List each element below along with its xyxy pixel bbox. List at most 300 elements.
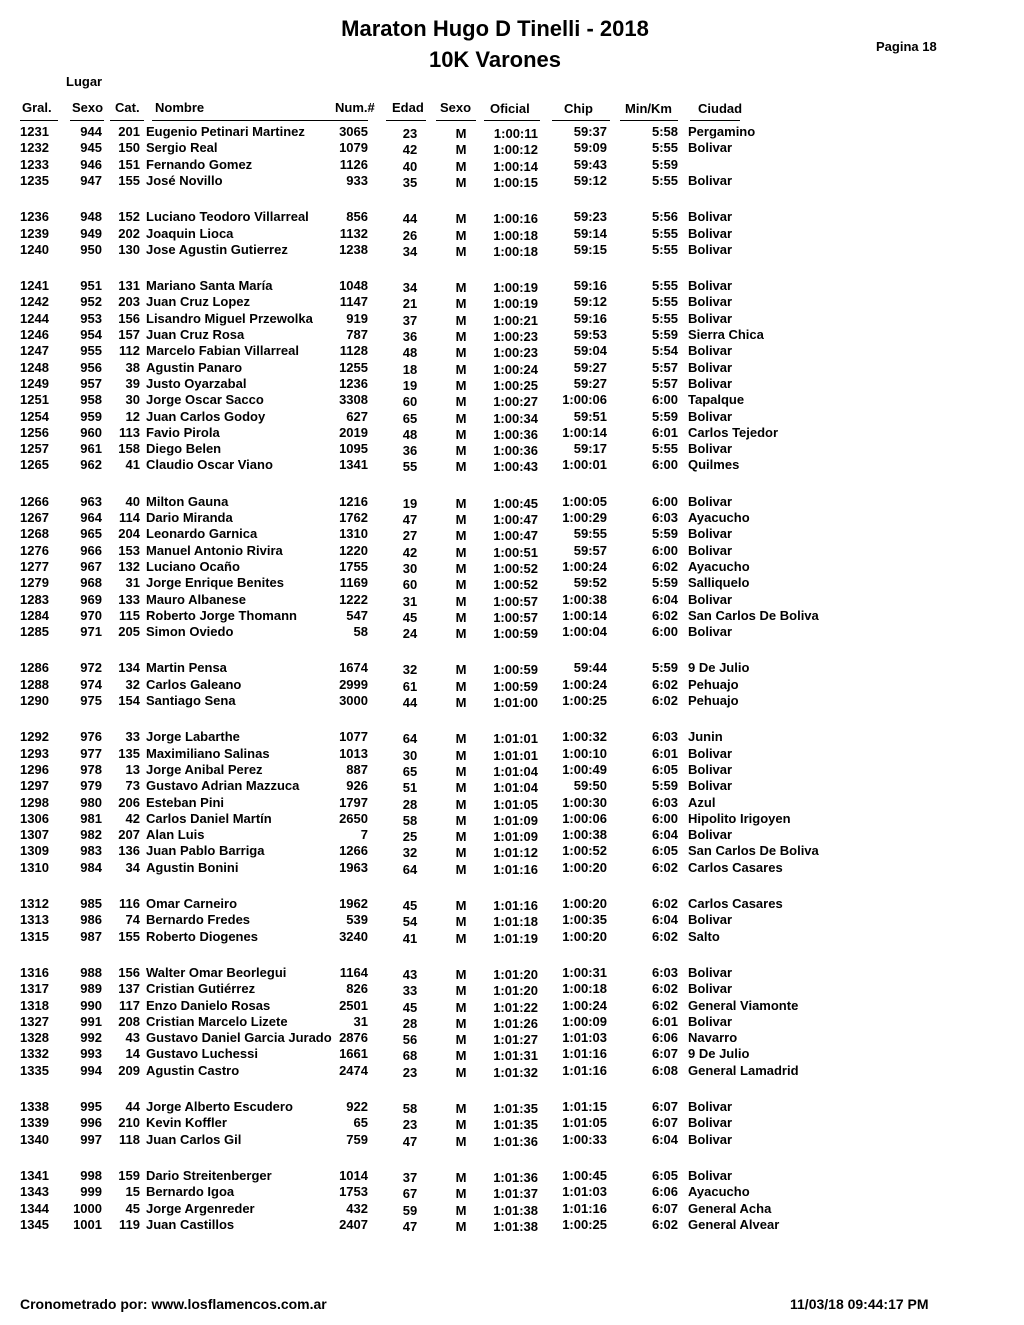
table-row (0, 575, 1024, 591)
official-time-cell: 1:00:18 (493, 227, 538, 243)
pace-cell: 6:00 (651, 624, 678, 640)
cat-cell: 119 (119, 1216, 140, 1232)
pace-cell: 5:55 (651, 278, 678, 294)
age-cell: 23 (402, 126, 418, 141)
sexo-place-cell: 976 (80, 729, 102, 745)
chip-time-cell: 59:15 (573, 241, 607, 257)
gral-cell: 1256 (20, 424, 49, 440)
name-cell: Luciano Ocaño (146, 558, 240, 574)
city-cell: Bolivar (688, 209, 733, 225)
sexo-place-cell: 965 (80, 526, 102, 542)
table-row (0, 1184, 1024, 1200)
chip-time-cell: 1:00:49 (562, 761, 607, 777)
name-cell: Manuel Antonio Rivira (146, 542, 283, 558)
cat-cell: 130 (118, 241, 140, 257)
sexo-place-cell: 970 (80, 607, 102, 623)
age-cell: 55 (402, 459, 418, 475)
bib-cell: 432 (346, 1200, 368, 1216)
name-cell: Luciano Teodoro Villarreal (146, 209, 309, 225)
cat-cell: 115 (119, 607, 140, 623)
age-cell: 25 (402, 829, 418, 845)
age-cell: 44 (402, 211, 418, 227)
gender-cell: M (455, 459, 467, 475)
age-cell: 36 (402, 329, 418, 344)
official-time-cell: 1:00:57 (493, 609, 538, 625)
name-cell: Leonardo Garnica (146, 526, 258, 542)
pace-cell: 6:04 (651, 827, 678, 843)
table-row (0, 294, 1024, 310)
age-cell: 41 (402, 930, 418, 946)
cat-cell: 135 (118, 745, 140, 761)
gral-cell: 1339 (20, 1115, 49, 1131)
gender-cell: M (455, 377, 467, 393)
cat-cell: 112 (119, 343, 140, 359)
gral-cell: 1296 (20, 761, 49, 777)
pace-cell: 6:01 (651, 745, 678, 761)
table-row (0, 157, 1024, 173)
pace-cell: 5:54 (651, 343, 678, 359)
age-cell: 59 (402, 1202, 418, 1218)
name-cell: Roberto Jorge Thomann (146, 607, 297, 623)
gender-cell: M (455, 1202, 467, 1218)
bib-cell: 1266 (339, 843, 368, 859)
gral-cell: 1231 (20, 124, 49, 139)
cat-cell: 152 (118, 209, 140, 225)
city-cell: Bolivar (688, 912, 733, 928)
bib-cell: 2019 (339, 424, 368, 440)
table-row (0, 896, 1024, 912)
pace-cell: 6:02 (651, 558, 678, 574)
city-cell: Carlos Casares (688, 859, 783, 875)
header-underline (20, 120, 58, 121)
age-cell: 40 (402, 158, 418, 174)
name-cell: Agustin Castro (146, 1062, 240, 1078)
bib-cell: 1222 (339, 591, 368, 607)
official-time-cell: 1:01:38 (493, 1202, 538, 1218)
sexo-place-cell: 953 (80, 310, 102, 326)
name-cell: Cristian Marcelo Lizete (146, 1013, 288, 1029)
sexo-place-cell: 1000 (73, 1200, 102, 1216)
gender-cell: M (455, 560, 467, 576)
gral-cell: 1265 (20, 457, 49, 473)
cat-cell: 116 (119, 896, 140, 911)
city-cell: Bolivar (688, 225, 733, 241)
bib-cell: 3308 (339, 392, 368, 408)
column-header-cat: Cat. (115, 100, 140, 115)
bib-cell: 787 (346, 327, 368, 342)
pace-cell: 5:59 (651, 156, 678, 172)
official-time-cell: 1:01:35 (493, 1117, 538, 1133)
age-cell: 67 (402, 1186, 418, 1202)
sexo-place-cell: 992 (80, 1030, 102, 1046)
official-time-cell: 1:01:20 (493, 983, 538, 999)
city-cell: Azul (688, 794, 716, 810)
table-row (0, 360, 1024, 376)
city-cell: Bolivar (688, 408, 733, 424)
cat-cell: 34 (125, 859, 140, 875)
pace-cell: 6:00 (651, 493, 678, 509)
official-time-cell: 1:00:18 (493, 243, 538, 259)
city-cell: Bolivar (688, 591, 733, 607)
gral-cell: 1251 (20, 392, 49, 408)
gender-cell: M (455, 394, 467, 410)
city-cell: Tapalque (688, 392, 745, 408)
sexo-place-cell: 983 (80, 843, 102, 859)
bib-cell: 759 (346, 1131, 368, 1147)
pace-cell: 6:08 (651, 1062, 678, 1078)
sexo-place-cell: 951 (80, 278, 102, 294)
cat-cell: 42 (125, 810, 140, 826)
bib-cell: 2999 (339, 676, 368, 692)
gral-cell: 1312 (20, 896, 49, 911)
name-cell: José Novillo (146, 172, 223, 188)
official-time-cell: 1:00:11 (493, 126, 538, 141)
bib-cell: 1132 (339, 225, 368, 241)
pace-cell: 6:02 (651, 997, 678, 1013)
table-row (0, 494, 1024, 510)
gender-cell: M (455, 126, 467, 141)
bib-cell: 922 (346, 1099, 368, 1114)
header-underline (484, 120, 540, 121)
gral-cell: 1279 (20, 575, 49, 591)
official-time-cell: 1:01:00 (493, 695, 538, 710)
gral-cell: 1298 (20, 794, 49, 810)
city-cell: Bolivar (688, 441, 733, 457)
age-cell: 32 (402, 662, 418, 678)
chip-time-cell: 59:50 (573, 778, 607, 794)
gral-cell: 1290 (20, 693, 49, 708)
gral-cell: 1306 (20, 810, 49, 826)
age-cell: 34 (402, 280, 418, 296)
official-time-cell: 1:00:52 (493, 577, 538, 593)
lugar-label: Lugar (66, 74, 103, 89)
bib-cell: 1661 (339, 1046, 368, 1062)
pace-cell: 6:02 (651, 693, 678, 708)
name-cell: Carlos Galeano (146, 676, 242, 692)
name-cell: Santiago Sena (146, 693, 236, 708)
sexo-place-cell: 945 (80, 140, 102, 156)
name-cell: Bernardo Igoa (146, 1184, 235, 1200)
table-row (0, 1132, 1024, 1148)
name-cell: Omar Carneiro (146, 896, 238, 911)
city-cell: Salliquelo (688, 575, 750, 591)
chip-time-cell: 1:00:29 (562, 510, 607, 525)
name-cell: Juan Pablo Barriga (146, 843, 265, 859)
age-cell: 51 (402, 780, 418, 796)
chip-time-cell: 1:00:14 (562, 607, 607, 623)
gender-cell: M (455, 1186, 467, 1202)
sexo-place-cell: 957 (80, 375, 102, 391)
name-cell: Mariano Santa María (146, 278, 273, 294)
cat-cell: 157 (118, 327, 140, 342)
name-cell: Milton Gauna (146, 493, 229, 509)
page-title: Maraton Hugo D Tinelli - 2018 (341, 16, 649, 41)
cat-cell: 204 (118, 526, 140, 542)
pace-cell: 6:02 (651, 859, 678, 875)
city-cell: General Lamadrid (688, 1062, 799, 1078)
official-time-cell: 1:00:36 (493, 426, 538, 442)
bib-cell: 547 (346, 607, 368, 623)
official-time-cell: 1:00:14 (493, 158, 538, 174)
city-cell: Bolivar (688, 624, 733, 640)
bib-cell: 933 (346, 172, 368, 188)
gral-cell: 1345 (20, 1216, 49, 1232)
gral-cell: 1338 (20, 1099, 49, 1114)
table-row (0, 441, 1024, 457)
pace-cell: 5:59 (651, 778, 678, 794)
bib-cell: 1762 (339, 510, 368, 525)
name-cell: Bernardo Fredes (146, 912, 251, 928)
gral-cell: 1343 (20, 1184, 49, 1200)
pace-cell: 6:05 (651, 761, 678, 777)
city-cell: San Carlos De Boliva (688, 843, 819, 859)
gender-cell: M (455, 528, 467, 544)
pace-cell: 5:59 (651, 660, 678, 676)
gral-cell: 1266 (20, 493, 49, 509)
age-cell: 33 (402, 983, 418, 999)
sexo-place-cell: 996 (80, 1115, 102, 1131)
gender-cell: M (455, 731, 467, 747)
bib-cell: 1014 (339, 1167, 368, 1183)
official-time-cell: 1:01:22 (493, 999, 538, 1015)
bib-cell: 2474 (339, 1062, 368, 1078)
pace-cell: 6:00 (651, 542, 678, 558)
official-time-cell: 1:00:27 (493, 394, 538, 410)
bib-cell: 926 (346, 778, 368, 794)
official-time-cell: 1:00:15 (493, 174, 538, 190)
gender-cell: M (455, 312, 467, 328)
city-cell: Bolivar (688, 375, 733, 391)
chip-time-cell: 1:00:25 (562, 1216, 607, 1232)
name-cell: Juan Cruz Lopez (146, 294, 251, 310)
table-row (0, 608, 1024, 624)
city-cell: Bolivar (688, 310, 733, 326)
cat-cell: 33 (125, 729, 140, 745)
pace-cell: 6:05 (651, 843, 678, 859)
sexo-place-cell: 985 (80, 896, 102, 911)
official-time-cell: 1:01:04 (493, 780, 538, 796)
gender-cell: M (455, 174, 467, 190)
table-row (0, 1201, 1024, 1217)
sexo-place-cell: 984 (80, 859, 102, 875)
chip-time-cell: 1:01:03 (562, 1184, 607, 1200)
name-cell: Roberto Diogenes (146, 928, 258, 944)
table-row (0, 795, 1024, 811)
name-cell: Simon Oviedo (146, 624, 234, 640)
city-cell: Navarro (688, 1030, 738, 1046)
city-cell: Pergamino (688, 124, 756, 139)
city-cell: Bolivar (688, 343, 733, 359)
bib-cell: 1079 (339, 140, 368, 156)
chip-time-cell: 59:57 (573, 542, 607, 558)
gral-cell: 1328 (20, 1030, 49, 1046)
official-time-cell: 1:01:16 (493, 861, 538, 877)
table-row (0, 1099, 1024, 1115)
chip-time-cell: 1:00:05 (562, 493, 607, 509)
age-cell: 56 (402, 1032, 418, 1048)
chip-time-cell: 1:00:06 (562, 810, 607, 826)
gender-cell: M (455, 361, 467, 377)
gral-cell: 1315 (20, 928, 49, 944)
gral-cell: 1344 (20, 1200, 49, 1216)
gral-cell: 1307 (20, 827, 49, 843)
gender-cell: M (455, 142, 467, 158)
chip-time-cell: 59:04 (573, 343, 607, 359)
gender-cell: M (455, 662, 467, 678)
age-cell: 23 (402, 1064, 418, 1080)
chip-time-cell: 1:00:24 (562, 558, 607, 574)
gral-cell: 1327 (20, 1013, 49, 1029)
official-time-cell: 1:01:16 (493, 898, 538, 913)
gender-cell: M (455, 544, 467, 560)
official-time-cell: 1:00:23 (493, 329, 538, 344)
name-cell: Marcelo Fabian Villarreal (146, 343, 299, 359)
table-row (0, 526, 1024, 542)
gender-cell: M (455, 593, 467, 609)
name-cell: Gustavo Adrian Mazzuca (146, 778, 300, 794)
sexo-place-cell: 956 (80, 359, 102, 375)
cat-cell: 208 (118, 1013, 140, 1029)
cat-cell: 156 (118, 310, 140, 326)
chip-time-cell: 1:00:30 (562, 794, 607, 810)
pace-cell: 6:02 (651, 928, 678, 944)
bib-cell: 1164 (339, 964, 368, 980)
city-cell: Hipolito Irigoyen (688, 810, 791, 826)
city-cell: Bolivar (688, 964, 733, 980)
bib-cell: 2501 (339, 997, 368, 1013)
gral-cell: 1247 (20, 343, 49, 359)
city-cell: Bolivar (688, 778, 733, 794)
official-time-cell: 1:00:51 (493, 544, 538, 560)
gral-cell: 1293 (20, 745, 49, 761)
name-cell: Dario Streitenberger (146, 1167, 272, 1183)
pace-cell: 5:55 (651, 225, 678, 241)
cat-cell: 207 (118, 827, 140, 843)
age-cell: 65 (402, 410, 418, 426)
name-cell: Walter Omar Beorlegui (146, 964, 287, 980)
age-cell: 42 (402, 142, 418, 158)
age-cell: 64 (402, 731, 418, 747)
age-cell: 48 (402, 426, 418, 442)
official-time-cell: 1:00:47 (493, 512, 538, 527)
table-row (0, 811, 1024, 827)
name-cell: Jose Agustin Gutierrez (146, 241, 288, 257)
chip-time-cell: 1:00:20 (562, 928, 607, 944)
chip-time-cell: 59:09 (573, 140, 607, 156)
header-underline (552, 120, 610, 121)
age-cell: 28 (402, 1015, 418, 1031)
age-cell: 47 (402, 512, 418, 527)
cat-cell: 210 (118, 1115, 140, 1131)
pace-cell: 6:00 (651, 392, 678, 408)
cat-cell: 113 (119, 424, 140, 440)
table-row (0, 981, 1024, 997)
cat-cell: 44 (125, 1099, 140, 1114)
chip-time-cell: 59:14 (573, 225, 607, 241)
gender-cell: M (455, 1048, 467, 1064)
city-cell: Bolivar (688, 359, 733, 375)
gender-cell: M (455, 495, 467, 511)
cat-cell: 30 (125, 392, 140, 408)
footer-timestamp: 11/03/18 09:44:17 PM (790, 1296, 929, 1312)
table-row (0, 327, 1024, 343)
cat-cell: 203 (118, 294, 140, 310)
column-header-num: Num.# (335, 100, 375, 115)
age-cell: 30 (402, 747, 418, 763)
bib-cell: 627 (346, 408, 368, 424)
chip-time-cell: 59:12 (573, 294, 607, 310)
official-time-cell: 1:01:36 (493, 1169, 538, 1185)
age-cell: 45 (402, 999, 418, 1015)
gral-cell: 1286 (20, 660, 49, 676)
cat-cell: 131 (118, 278, 140, 294)
cat-cell: 133 (118, 591, 140, 607)
bib-cell: 1147 (339, 294, 368, 310)
name-cell: Lisandro Miguel Przewolka (146, 310, 313, 326)
official-time-cell: 1:01:18 (493, 914, 538, 930)
sexo-place-cell: 961 (80, 441, 102, 457)
gender-cell: M (455, 747, 467, 763)
pace-cell: 6:03 (651, 964, 678, 980)
sexo-place-cell: 967 (80, 558, 102, 574)
city-cell: Bolivar (688, 1167, 733, 1183)
table-row (0, 998, 1024, 1014)
gral-cell: 1288 (20, 676, 49, 692)
pace-cell: 5:55 (651, 241, 678, 257)
sexo-place-cell: 979 (80, 778, 102, 794)
cat-cell: 73 (125, 778, 140, 794)
sexo-place-cell: 998 (80, 1167, 102, 1183)
gender-cell: M (455, 345, 467, 361)
sexo-place-cell: 980 (80, 794, 102, 810)
gender-cell: M (455, 211, 467, 227)
city-cell: Bolivar (688, 278, 733, 294)
cat-cell: 12 (125, 408, 140, 424)
header-underline (152, 120, 368, 121)
name-cell: Jorge Argenreder (146, 1200, 255, 1216)
cat-cell: 154 (118, 693, 140, 708)
official-time-cell: 1:00:34 (493, 410, 538, 426)
sexo-place-cell: 950 (80, 241, 102, 257)
official-time-cell: 1:00:36 (493, 443, 538, 459)
city-cell: Bolivar (688, 241, 733, 257)
sexo-place-cell: 969 (80, 591, 102, 607)
name-cell: Agustin Panaro (146, 359, 243, 375)
official-time-cell: 1:01:26 (493, 1015, 538, 1031)
age-cell: 60 (402, 577, 418, 593)
gral-cell: 1341 (20, 1167, 49, 1183)
chip-time-cell: 1:00:24 (562, 997, 607, 1013)
city-cell: Ayacucho (688, 558, 750, 574)
chip-time-cell: 1:00:25 (562, 693, 607, 708)
gral-cell: 1240 (20, 241, 49, 257)
column-header-sexo: Sexo (440, 100, 472, 115)
pace-cell: 6:07 (651, 1200, 678, 1216)
sexo-place-cell: 954 (80, 327, 102, 342)
bib-cell: 1048 (339, 278, 368, 294)
cat-cell: 132 (118, 558, 140, 574)
city-cell: General Viamonte (688, 997, 799, 1013)
official-time-cell: 1:00:19 (493, 296, 538, 312)
cat-cell: 202 (118, 225, 140, 241)
chip-time-cell: 1:00:09 (562, 1013, 607, 1029)
age-cell: 61 (402, 678, 418, 694)
table-row (0, 376, 1024, 392)
sexo-place-cell: 958 (80, 392, 102, 408)
column-header-sexo-place: Sexo (72, 100, 104, 115)
footer-timing-credit: Cronometrado por: www.losflamencos.com.ar (20, 1296, 327, 1312)
pace-cell: 5:55 (651, 140, 678, 156)
